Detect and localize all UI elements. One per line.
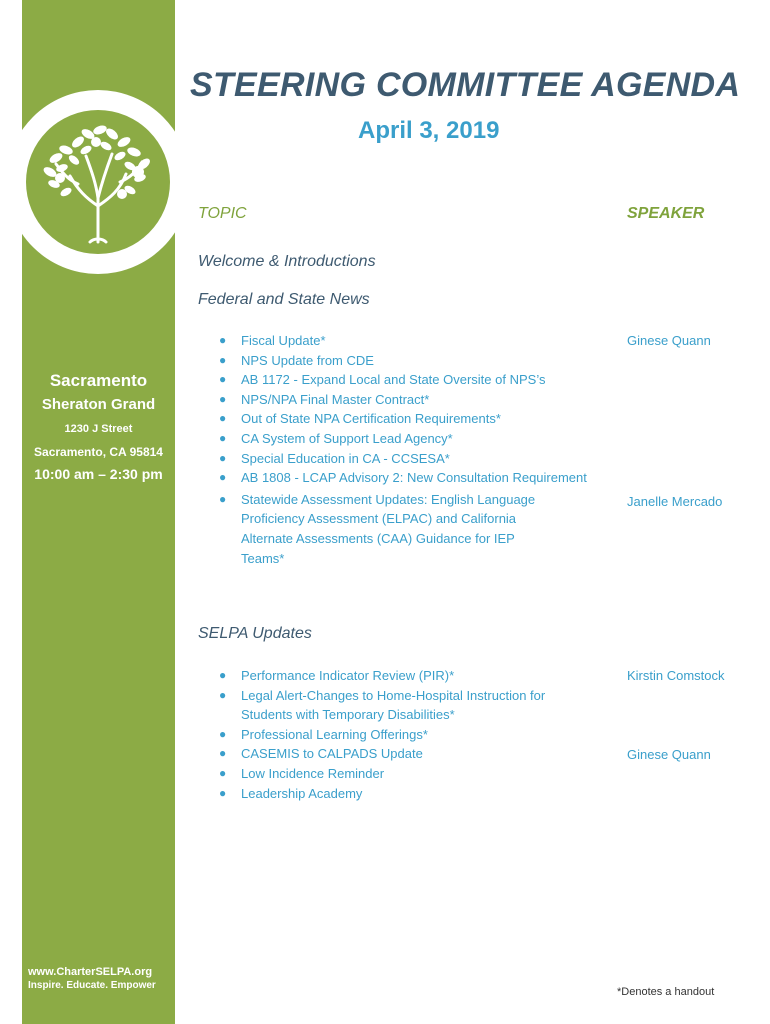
bullet-icon: ● bbox=[219, 765, 227, 780]
location-city: Sacramento bbox=[49, 371, 148, 390]
section-selpa-updates: SELPA Updates bbox=[198, 625, 312, 642]
bullet-icon: ● bbox=[219, 726, 227, 741]
topic-column-header: TOPIC bbox=[198, 205, 247, 222]
list-item: ● AB 1172 - Expand Local and State Oversite of NPS’s bbox=[217, 370, 617, 390]
location-venue: Sheraton Grand bbox=[41, 396, 156, 413]
bullet-icon: ● bbox=[219, 391, 227, 406]
location-city-state-zip: Sacramento, CA 95814 bbox=[34, 445, 163, 459]
speaker-column-header: SPEAKER bbox=[627, 205, 705, 222]
tree-icon bbox=[26, 110, 170, 254]
bullet-icon: ● bbox=[219, 450, 227, 465]
location-street: 1230 J Street bbox=[64, 423, 133, 435]
list-item: ● Special Education in CA - CCSESA* bbox=[217, 449, 617, 469]
speaker-name: Janelle Mercado bbox=[627, 494, 723, 509]
bullet-icon: ● bbox=[219, 430, 227, 445]
list-item: ● Fiscal Update* bbox=[217, 331, 617, 351]
bullet-icon: ● bbox=[219, 470, 227, 485]
bullet-icon: ● bbox=[219, 668, 227, 682]
speaker-name: Ginese Quann bbox=[627, 333, 711, 348]
meeting-date: April 3, 2019 bbox=[358, 117, 500, 144]
bullet-icon: ● bbox=[219, 372, 227, 387]
list-item: ● Low Incidence Reminder bbox=[217, 764, 617, 784]
meeting-time: 10:00 am – 2:30 pm bbox=[34, 466, 163, 482]
federal-items-list bbox=[217, 331, 617, 568]
section-welcome: Welcome & Introductions bbox=[198, 253, 376, 270]
handout-footnote: *Denotes a handout bbox=[617, 986, 715, 998]
list-item: ● AB 1808 - LCAP Advisory 2: New Consultation Requirement bbox=[217, 468, 617, 488]
list-item: ● NPS Update from CDE bbox=[217, 351, 617, 371]
selpa-items-list bbox=[217, 666, 617, 803]
list-item: ● Legal Alert-Changes to Home-Hospital Instruction for Students with Temporary Disabilities* bbox=[219, 687, 546, 723]
section-federal-state-news: Federal and State News bbox=[198, 291, 370, 308]
page-title: STEERING COMMITTEE AGENDA bbox=[190, 66, 741, 104]
website-link[interactable]: www.CharterSELPA.org bbox=[28, 966, 153, 978]
list-item: ● Leadership Academy bbox=[217, 784, 617, 804]
bullet-icon: ● bbox=[219, 746, 227, 761]
list-item: ● Out of State NPA Certification Requirements* bbox=[217, 409, 617, 429]
list-item: ● Performance Indicator Review (PIR)* bbox=[217, 666, 617, 686]
list-item: ● Professional Learning Offerings* bbox=[217, 725, 617, 745]
speaker-name: Kirstin Comstock bbox=[627, 668, 725, 683]
tagline: Inspire. Educate. Empower bbox=[28, 980, 156, 991]
list-item: ● CA System of Support Lead Agency* bbox=[217, 429, 617, 449]
list-item: ● NPS/NPA Final Master Contract* bbox=[217, 390, 617, 410]
bullet-icon: ● bbox=[219, 491, 227, 506]
bullet-icon: ● bbox=[219, 785, 227, 800]
bullet-icon: ● bbox=[219, 352, 227, 367]
list-item: ● CASEMIS to CALPADS Update bbox=[217, 744, 617, 764]
bullet-icon: ● bbox=[219, 411, 227, 426]
bullet-icon: ● bbox=[219, 687, 227, 702]
bullet-icon: ● bbox=[219, 333, 227, 347]
speaker-name: Ginese Quann bbox=[627, 747, 711, 762]
list-item: ● Statewide Assessment Updates: English Language Proficiency Assessment (ELPAC) and California Alternate Assessments (CAA) Guidance for IEP Teams* bbox=[219, 491, 536, 566]
